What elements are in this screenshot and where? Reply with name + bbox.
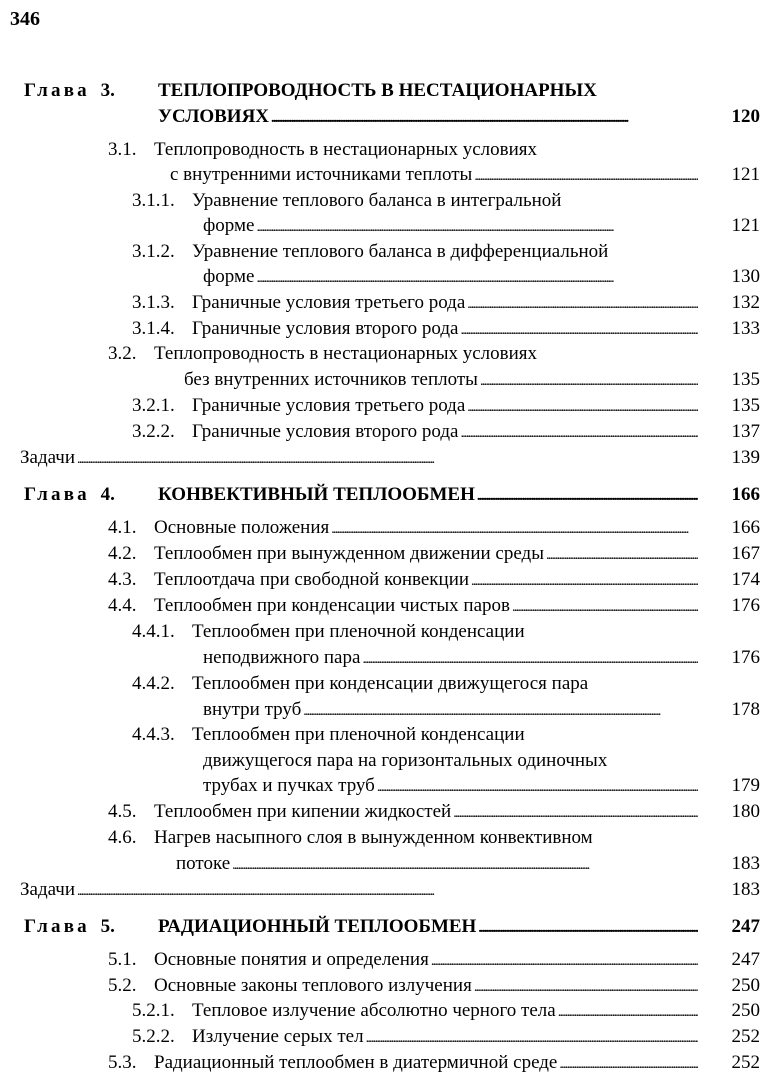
chapter-title-text: КОНВЕКТИВНЫЙ ТЕПЛООБМЕН (158, 484, 475, 505)
leader-dots (366, 1026, 698, 1050)
toc-entry-text: Уравнение теплового баланса в дифференциальной (192, 241, 609, 262)
toc-entry-text: Теплообмен при кипении жидкостей (154, 801, 452, 822)
toc-num: 5.2.1. (132, 1000, 175, 1021)
leader-dots (232, 853, 698, 877)
toc-page: 183 (731, 853, 760, 874)
toc-entry-line (154, 543, 698, 567)
toc-page: 135 (731, 369, 760, 390)
toc-num: 3.2.2. (132, 421, 175, 442)
chapter-5-label (24, 916, 115, 938)
toc-page: 174 (731, 569, 760, 590)
toc-entry-text: форме (203, 266, 255, 287)
toc-page: 133 (731, 318, 760, 339)
chapter-4-title-line (158, 484, 698, 508)
leader-dots (480, 369, 698, 393)
page-number: 346 (10, 8, 40, 30)
leader-dots (453, 801, 698, 825)
toc-entry-text: Радиационный теплообмен в диатермичной среде (154, 1052, 558, 1073)
leader-dots (512, 595, 698, 619)
toc-page: 135 (731, 395, 760, 416)
toc-tasks-line (20, 447, 698, 471)
chapter-number: 3. (100, 80, 115, 101)
toc-entry-line (154, 595, 698, 619)
chapter-title-text: РАДИАЦИОННЫЙ ТЕПЛООБМЕН (158, 916, 477, 937)
leader-dots (77, 879, 698, 903)
chapter-5-title-line (158, 916, 698, 940)
toc-entry-text: Уравнение теплового баланса в интегральной (192, 190, 562, 211)
toc-page: 178 (731, 699, 760, 720)
toc-entry-text: Теплопроводность в нестационарных условиях (154, 343, 537, 364)
toc-page: 167 (731, 543, 760, 564)
leader-dots (256, 215, 698, 239)
chapter-number: 5. (100, 916, 115, 937)
toc-entry-text: неподвижного пара (203, 647, 361, 668)
leader-dots (331, 517, 698, 541)
toc-entry-line (192, 421, 698, 445)
toc-page: 130 (731, 266, 760, 287)
toc-entry-text: внутри труб (203, 699, 302, 720)
chapter-3-label (24, 80, 115, 102)
toc-tasks-line (20, 879, 698, 903)
toc-entry-line (154, 801, 698, 825)
leader-dots (431, 949, 698, 973)
leader-dots (478, 916, 698, 940)
toc-entry-text: Теплообмен при вынужденном движении среды (154, 543, 544, 564)
toc-page: 137 (731, 421, 760, 442)
toc-tasks-text: Задачи (20, 447, 76, 468)
toc-entry-line (203, 215, 698, 239)
toc-num: 5.3. (108, 1052, 137, 1073)
toc-num: 3.1.1. (132, 190, 175, 211)
toc-num: 3.1. (108, 139, 137, 160)
toc-page: 176 (731, 647, 760, 668)
chapter-3-title-line2 (158, 106, 698, 130)
leader-dots (474, 164, 698, 188)
toc-entry-text: Граничные условия второго рода (192, 421, 459, 442)
toc-num: 4.4.2. (132, 673, 175, 694)
toc-page: 183 (731, 879, 760, 900)
toc-entry-text: Теплообмен при конденсации движущегося пара (192, 673, 589, 694)
leader-dots (460, 318, 698, 342)
toc-num: 5.1. (108, 949, 137, 970)
toc-entry-line (154, 517, 698, 541)
toc-page: 180 (731, 801, 760, 822)
toc-entry-text: с внутренними источниками теплоты (170, 164, 473, 185)
toc-page: 252 (731, 1052, 760, 1073)
toc-num: 5.2. (108, 975, 137, 996)
toc-page: 121 (731, 164, 760, 185)
leader-dots (271, 106, 698, 130)
toc-entry-line (192, 1026, 698, 1050)
toc-entry-text: Основные понятия и определения (154, 949, 429, 970)
toc-num: 3.2. (108, 343, 137, 364)
toc-num: 4.2. (108, 543, 137, 564)
toc-num: 4.1. (108, 517, 137, 538)
toc-page: 252 (731, 1026, 760, 1047)
leader-dots (471, 569, 698, 593)
toc-entry-text: Теплоотдача при свободной конвекции (154, 569, 470, 590)
toc-page: 176 (731, 595, 760, 616)
leader-dots (256, 266, 698, 290)
toc-entry-line (154, 975, 698, 999)
toc-entry-line (184, 369, 698, 393)
toc-entry-text: Теплопроводность в нестационарных условиях (154, 139, 537, 160)
toc-entry-text: Нагрев насыпного слоя в вынужденном конвективном (154, 827, 593, 848)
leader-dots (559, 1052, 698, 1076)
toc-entry-line (154, 1052, 698, 1076)
toc-entry-line (203, 775, 698, 799)
chapter-4-label (24, 484, 115, 506)
toc-entry-line (192, 318, 698, 342)
toc-num: 4.4.3. (132, 724, 175, 745)
toc-entry-text: Теплообмен при конденсации чистых паров (154, 595, 511, 616)
chapter-word: Глава (24, 916, 90, 937)
toc-entry-text: Основные положения (154, 517, 330, 538)
leader-dots (460, 421, 698, 445)
toc-page: 139 (731, 447, 760, 468)
leader-dots (303, 699, 698, 723)
leader-dots (477, 484, 698, 508)
toc-entry-line (203, 647, 698, 671)
toc-entry-text: Граничные условия второго рода (192, 318, 459, 339)
chapter-3-title-line1: ТЕПЛОПРОВОДНОСТЬ В НЕСТАЦИОНАРНЫХ (158, 80, 597, 101)
toc-tasks-text: Задачи (20, 879, 76, 900)
toc-entry-text: Граничные условия третьего рода (192, 395, 466, 416)
chapter-3-page: 120 (731, 106, 760, 127)
toc-entry-text: без внутренних источников теплоты (184, 369, 478, 390)
leader-dots (474, 975, 698, 999)
toc-page: 247 (731, 949, 760, 970)
toc-entry-text: форме (203, 215, 255, 236)
toc-num: 3.1.2. (132, 241, 175, 262)
toc-num: 4.6. (108, 827, 137, 848)
toc-entry-line (203, 699, 698, 723)
toc-page: 250 (731, 1000, 760, 1021)
toc-entry-line (170, 164, 698, 188)
toc-entry-text: движущегося пара на горизонтальных одиночных (203, 750, 608, 771)
toc-num: 4.4.1. (132, 621, 175, 642)
toc-page: 121 (731, 215, 760, 236)
leader-dots (362, 647, 698, 671)
toc-num: 4.3. (108, 569, 137, 590)
leader-dots (467, 292, 698, 316)
leader-dots (377, 775, 698, 799)
toc-entry-text: потоке (176, 853, 231, 874)
toc-entry-line (192, 395, 698, 419)
chapter-number: 4. (100, 484, 115, 505)
chapter-title-text: УСЛОВИЯХ (158, 106, 270, 127)
toc-num: 3.2.1. (132, 395, 175, 416)
toc-entry-line (203, 266, 698, 290)
toc-page: 179 (731, 775, 760, 796)
toc-num: 3.1.3. (132, 292, 175, 313)
toc-entry-line (192, 292, 698, 316)
toc-num: 5.2.2. (132, 1026, 175, 1047)
leader-dots (546, 543, 698, 567)
leader-dots (467, 395, 698, 419)
toc-entry-text: Граничные условия третьего рода (192, 292, 466, 313)
chapter-4-page: 166 (731, 484, 760, 505)
toc-entry-line (154, 569, 698, 593)
toc-entry-text: Теплообмен при пленочной конденсации (192, 621, 525, 642)
leader-dots (77, 447, 698, 471)
toc-num: 4.4. (108, 595, 137, 616)
toc-entry-text: трубах и пучках труб (203, 775, 375, 796)
toc-entry-text: Тепловое излучение абсолютно черного тела (192, 1000, 556, 1021)
chapter-word: Глава (24, 80, 90, 101)
toc-num: 3.1.4. (132, 318, 175, 339)
toc-page: 166 (731, 517, 760, 538)
toc-entry-line (192, 1000, 698, 1024)
toc-entry-line (154, 949, 698, 973)
chapter-5-page: 247 (731, 916, 760, 937)
toc-entry-text: Основные законы теплового излучения (154, 975, 472, 996)
toc-num: 4.5. (108, 801, 137, 822)
toc-page: 132 (731, 292, 760, 313)
leader-dots (558, 1000, 698, 1024)
toc-entry-text: Излучение серых тел (192, 1026, 364, 1047)
chapter-word: Глава (24, 484, 90, 505)
toc-entry-text: Теплообмен при пленочной конденсации (192, 724, 525, 745)
toc-entry-line (176, 853, 698, 877)
toc-page: 250 (731, 975, 760, 996)
